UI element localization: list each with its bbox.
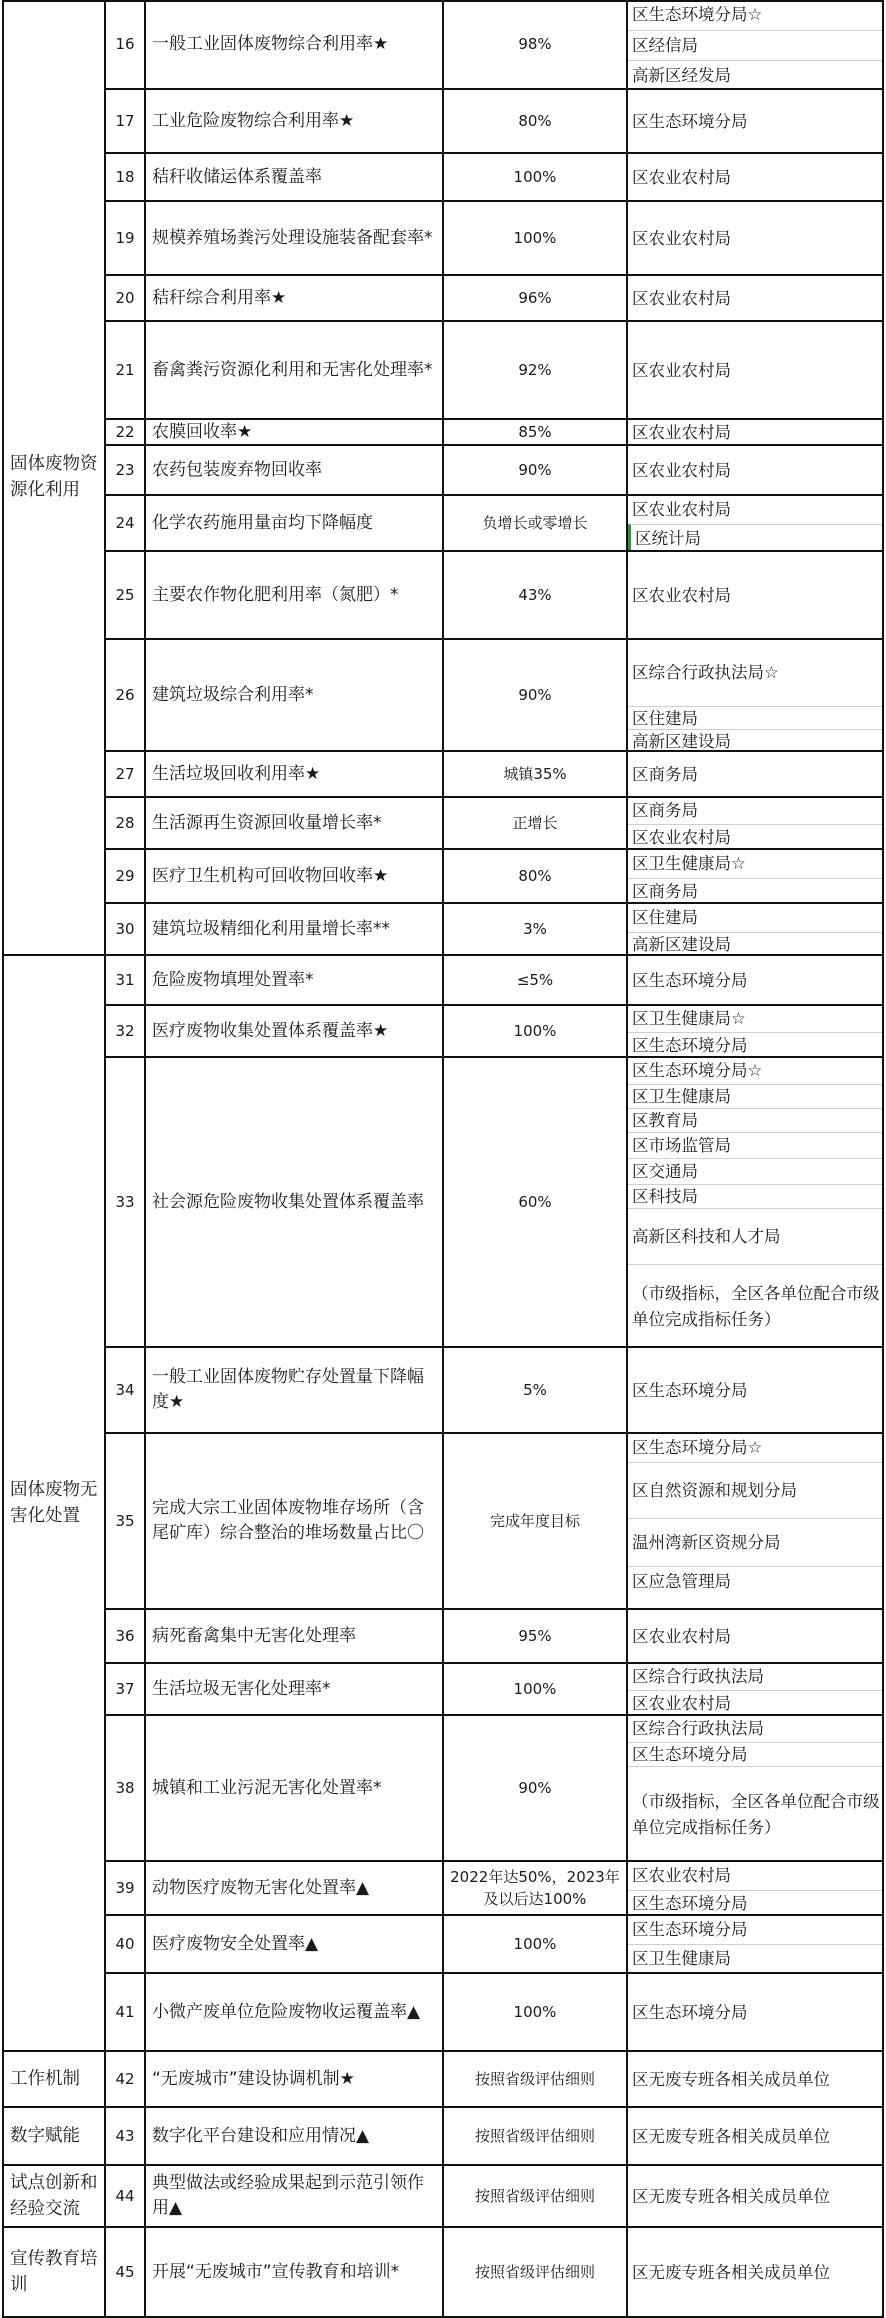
responsible-departments: [628, 904, 884, 956]
indicator-name: 医疗废物收集处置体系覆盖率★: [146, 1006, 444, 1058]
indicator-name: 医疗废物安全处置率▲: [146, 1916, 444, 1974]
row-number: 45: [106, 2228, 146, 2318]
row-number: 41: [106, 1974, 146, 2052]
indicator-name: 社会源危险废物收集处置体系覆盖率: [146, 1058, 444, 1348]
target-value: 90%: [444, 1716, 628, 1862]
responsible-departments: 区农业农村局: [628, 202, 884, 276]
category-label: 试点创新和经验交流: [2, 2166, 106, 2228]
department-line: 区应急管理局: [628, 1566, 882, 1596]
department-line: 高新区建设局: [628, 729, 882, 752]
target-value: 5%: [444, 1348, 628, 1434]
row-number: 24: [106, 496, 146, 552]
target-value: 负增长或零增长: [444, 496, 628, 552]
row-number: 20: [106, 276, 146, 322]
responsible-departments: [628, 1862, 884, 1916]
indicator-name: 小微产废单位危险废物收运覆盖率▲: [146, 1974, 444, 2052]
responsible-departments: 区农业农村局: [628, 420, 884, 446]
responsible-departments: 区无废专班各相关成员单位: [628, 2052, 884, 2108]
indicator-name: 秸秆收储运体系覆盖率: [146, 154, 444, 202]
responsible-departments: 区无废专班各相关成员单位: [628, 2228, 884, 2318]
target-value: 100%: [444, 1664, 628, 1716]
indicator-name: “无废城市”建设协调机制★: [146, 2052, 444, 2108]
target-value: 95%: [444, 1610, 628, 1664]
department-line: 区商务局: [628, 878, 882, 904]
responsible-departments: 区生态环境分局: [628, 956, 884, 1006]
row-number: 42: [106, 2052, 146, 2108]
indicator-name: 城镇和工业污泥无害化处置率*: [146, 1716, 444, 1862]
responsible-departments: 区商务局: [628, 752, 884, 798]
target-value: 90%: [444, 640, 628, 752]
responsible-departments: 区生态环境分局: [628, 1348, 884, 1434]
department-line: 区生态环境分局☆: [632, 5, 763, 24]
category-label: 宣传教育培训: [2, 2228, 106, 2318]
row-number: 16: [106, 0, 146, 90]
row-number: 37: [106, 1664, 146, 1716]
row-number: 19: [106, 202, 146, 276]
department-line: 区商务局: [632, 801, 698, 820]
indicator-name: 完成大宗工业固体废物堆存场所（含尾矿库）综合整治的堆场数量占比〇: [146, 1434, 444, 1610]
department-line: 区自然资源和规划分局: [628, 1462, 882, 1518]
indicator-name: 化学农药施用量亩均下降幅度: [146, 496, 444, 552]
target-value: 城镇35%: [444, 752, 628, 798]
department-line: 区交通局: [628, 1158, 882, 1184]
category-label: 工作机制: [2, 2052, 106, 2108]
responsible-departments: 区农业农村局: [628, 154, 884, 202]
indicator-name: 畜禽粪污资源化利用和无害化处理率*: [146, 322, 444, 420]
department-line: 区科技局: [628, 1184, 882, 1208]
target-value: 按照省级评估细则: [444, 2108, 628, 2166]
target-value: 98%: [444, 0, 628, 90]
department-line: 区住建局: [628, 706, 882, 729]
responsible-departments: 区农业农村局: [628, 1610, 884, 1664]
department-line: 区卫生健康局☆: [632, 854, 746, 873]
indicator-name: 开展“无废城市”宣传教育和培训*: [146, 2228, 444, 2318]
target-value: 按照省级评估细则: [444, 2166, 628, 2228]
row-number: 44: [106, 2166, 146, 2228]
indicator-name: 动物医疗废物无害化处置率▲: [146, 1862, 444, 1916]
responsible-departments: [628, 1058, 884, 1348]
target-value: 完成年度目标: [444, 1434, 628, 1610]
responsible-departments: [628, 850, 884, 904]
category-label: 数字赋能: [2, 2108, 106, 2166]
row-number: 33: [106, 1058, 146, 1348]
indicator-name: 秸秆综合利用率★: [146, 276, 444, 322]
target-value: 85%: [444, 420, 628, 446]
indicator-name: 生活源再生资源回收量增长率*: [146, 798, 444, 850]
row-number: 40: [106, 1916, 146, 1974]
category-label: 固体废物无害化处置: [2, 956, 106, 2052]
indicator-name: 生活垃圾回收利用率★: [146, 752, 444, 798]
row-number: 18: [106, 154, 146, 202]
department-line: 区卫生健康局: [628, 1944, 882, 1972]
target-value: 100%: [444, 202, 628, 276]
target-value: 90%: [444, 446, 628, 496]
row-number: 31: [106, 956, 146, 1006]
indicator-name: 危险废物填埋处置率*: [146, 956, 444, 1006]
target-value: 3%: [444, 904, 628, 956]
department-line: 高新区建设局: [628, 932, 882, 956]
responsible-departments: 区生态环境分局: [628, 90, 884, 154]
indicator-name: 医疗卫生机构可回收物回收率★: [146, 850, 444, 904]
indicator-name: 典型做法或经验成果起到示范引领作用▲: [146, 2166, 444, 2228]
department-line: 区农业农村局: [628, 824, 882, 850]
row-number: 39: [106, 1862, 146, 1916]
row-number: 35: [106, 1434, 146, 1610]
department-line: 区卫生健康局☆: [632, 1009, 746, 1028]
row-number: 28: [106, 798, 146, 850]
responsible-departments: [628, 1664, 884, 1716]
responsible-departments: 区农业农村局: [628, 322, 884, 420]
responsible-departments: [628, 1006, 884, 1058]
indicator-name: 主要农作物化肥利用率（氮肥）*: [146, 552, 444, 640]
row-number: 25: [106, 552, 146, 640]
indicator-name: 建筑垃圾精细化利用量增长率**: [146, 904, 444, 956]
department-line: 温州湾新区资规分局: [628, 1518, 882, 1566]
target-value: 100%: [444, 154, 628, 202]
row-number: 23: [106, 446, 146, 496]
target-value: 100%: [444, 1916, 628, 1974]
department-line: 高新区科技和人才局: [628, 1208, 882, 1264]
responsible-departments: 区农业农村局: [628, 446, 884, 496]
responsible-departments: 区农业农村局: [628, 276, 884, 322]
indicator-table: [2, 0, 884, 2318]
indicator-name: 病死畜禽集中无害化处理率: [146, 1610, 444, 1664]
department-line: 区经信局: [628, 30, 882, 60]
target-value: 80%: [444, 850, 628, 904]
indicator-name: 一般工业固体废物贮存处置量下降幅度★: [146, 1348, 444, 1434]
row-number: 29: [106, 850, 146, 904]
responsible-departments: [628, 496, 884, 552]
department-line: 区农业农村局: [632, 1866, 731, 1885]
row-number: 32: [106, 1006, 146, 1058]
row-number: 38: [106, 1716, 146, 1862]
indicator-name: 农膜回收率★: [146, 420, 444, 446]
category-label: 固体废物资源化利用: [2, 0, 106, 956]
target-value: 100%: [444, 1974, 628, 2052]
row-number: 27: [106, 752, 146, 798]
target-value: 正增长: [444, 798, 628, 850]
department-line: 区生态环境分局: [628, 1890, 882, 1916]
row-number: 34: [106, 1348, 146, 1434]
responsible-departments: 区生态环境分局: [628, 1974, 884, 2052]
row-number: 22: [106, 420, 146, 446]
department-line: 区农业农村局: [632, 500, 731, 519]
indicator-name: 农药包装废弃物回收率: [146, 446, 444, 496]
responsible-departments: 区无废专班各相关成员单位: [628, 2166, 884, 2228]
indicator-name: 建筑垃圾综合利用率*: [146, 640, 444, 752]
indicator-name: 工业危险废物综合利用率★: [146, 90, 444, 154]
responsible-departments: [628, 0, 884, 90]
department-line: 区教育局: [628, 1108, 882, 1132]
department-line: 区生态环境分局: [628, 1742, 882, 1766]
department-line: 区综合行政执法局: [632, 1667, 764, 1686]
responsible-departments: [628, 798, 884, 850]
row-number: 30: [106, 904, 146, 956]
department-line: 区统计局: [628, 524, 882, 552]
target-value: 100%: [444, 1006, 628, 1058]
target-value: 96%: [444, 276, 628, 322]
row-number: 36: [106, 1610, 146, 1664]
responsible-departments: [628, 640, 884, 752]
indicator-name: 规模养殖场粪污处理设施装备配套率*: [146, 202, 444, 276]
department-line: 区市场监管局: [628, 1132, 882, 1158]
department-line: 区卫生健康局: [628, 1084, 882, 1108]
row-number: 21: [106, 322, 146, 420]
responsible-departments: [628, 1716, 884, 1862]
department-line: 区生态环境分局: [632, 1920, 748, 1939]
responsible-departments: 区无废专班各相关成员单位: [628, 2108, 884, 2166]
responsible-departments: [628, 1434, 884, 1610]
department-line: （市级指标，全区各单位配合市级单位完成指标任务）: [628, 1766, 882, 1862]
target-value: 2022年达50%，2023年及以后达100%: [444, 1862, 628, 1916]
row-number: 26: [106, 640, 146, 752]
department-line: （市级指标，全区各单位配合市级单位完成指标任务）: [628, 1264, 882, 1348]
department-line: 高新区经发局: [628, 60, 882, 90]
target-value: 80%: [444, 90, 628, 154]
target-value: 按照省级评估细则: [444, 2228, 628, 2318]
indicator-name: 数字化平台建设和应用情况▲: [146, 2108, 444, 2166]
target-value: 按照省级评估细则: [444, 2052, 628, 2108]
indicator-name: 一般工业固体废物综合利用率★: [146, 0, 444, 90]
target-value: ≤5%: [444, 956, 628, 1006]
department-line: 区综合行政执法局: [632, 1719, 764, 1738]
department-line: 区生态环境分局☆: [632, 1438, 763, 1457]
responsible-departments: [628, 1916, 884, 1974]
target-value: 43%: [444, 552, 628, 640]
responsible-departments: 区农业农村局: [628, 552, 884, 640]
target-value: 60%: [444, 1058, 628, 1348]
row-number: 17: [106, 90, 146, 154]
department-line: 区综合行政执法局☆: [632, 663, 779, 682]
department-line: 区农业农村局: [628, 1690, 882, 1716]
department-line: 区生态环境分局☆: [632, 1061, 763, 1080]
target-value: 92%: [444, 322, 628, 420]
row-number: 43: [106, 2108, 146, 2166]
department-line: 区住建局: [632, 908, 698, 927]
department-line: 区生态环境分局: [628, 1032, 882, 1058]
indicator-name: 生活垃圾无害化处理率*: [146, 1664, 444, 1716]
